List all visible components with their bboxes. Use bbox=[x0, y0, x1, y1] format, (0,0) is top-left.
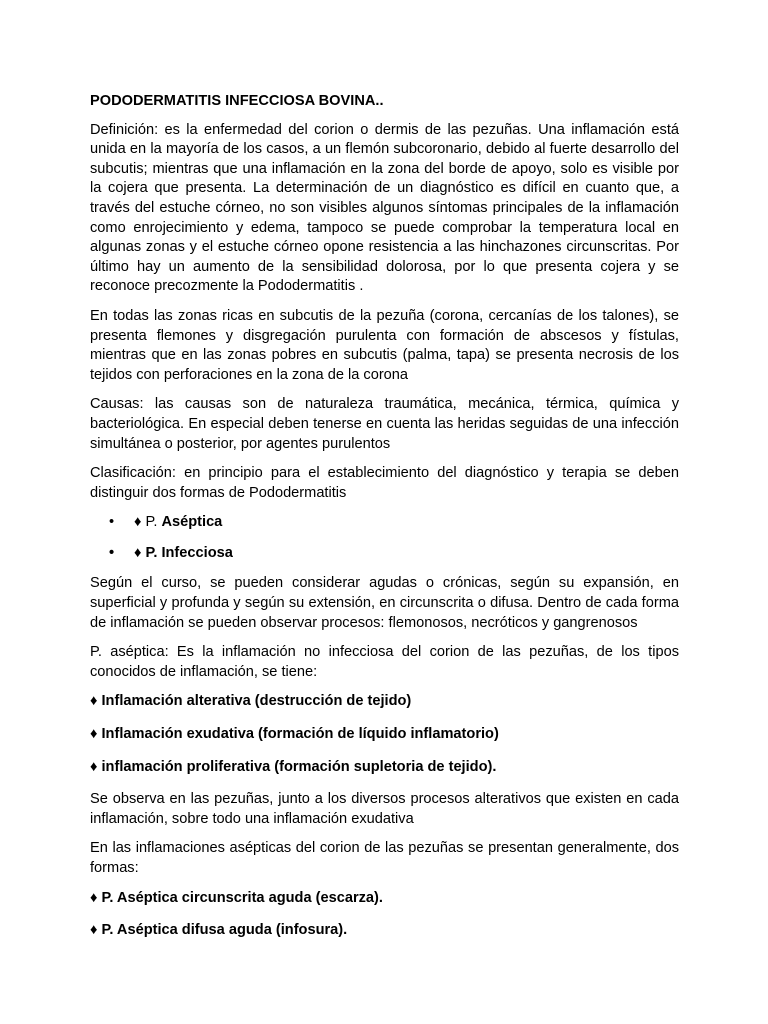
paragraph-curso: Según el curso, se pueden considerar agudas o crónicas, según su expansión, en superficial y profunda y según su extensión, en circunscrita o difusa. Dentro de cada forma de inflamación se pueden observar procesos: flemonosos, necróticos y gangrenosos bbox=[90, 575, 679, 631]
item-inflamacion-exudativa: ♦ Inflamación exudativa (formación de líquido inflamatorio) bbox=[90, 726, 499, 743]
paragraph-formas: En las inflamaciones asépticas del corion de las pezuñas se presentan generalmente, dos formas: bbox=[90, 840, 679, 876]
list-item-prefix: ♦ P. bbox=[134, 514, 162, 531]
classification-list bbox=[90, 513, 679, 563]
item-aseptica-difusa: ♦ P. Aséptica difusa aguda (infosura). bbox=[90, 922, 348, 939]
item-inflamacion-alterativa: ♦ Inflamación alterativa (destrucción de tejido) bbox=[90, 693, 412, 710]
paragraph-causas: Causas: las causas son de naturaleza traumática, mecánica, térmica, química y bacteriológica. En especial deben tenerse en cuenta las heridas seguidas de una infección simultánea o posterior, por agentes purulentos bbox=[90, 396, 679, 452]
paragraph-clasificacion: Clasificación: en principio para el establecimiento del diagnóstico y terapia se deben distinguir dos formas de Pododermatitis bbox=[90, 465, 679, 501]
paragraph-definicion: Definición: es la enfermedad del corion o dermis de las pezuñas. Una inflamación está unida en la mayoría de los casos, a un flemón subcoronario, debido al fuerte desarrollo del subcutis; mientras que una inflamación en la zona del borde de apoyo, solo es visible por la cojera que presenta. La determinación de un diagnóstico es difícil en cuanto que, a través del estuche córneo, no son visibles algunos síntomas principales de la inflamación como enrojecimiento y edema, tampoco se puede comprobar la temperatura local en algunas zonas y el estuche córneo opone resistencia a las hinchazones circunscritas. Por último hay un aumento de la sensibilidad dolorosa, por lo que presenta cojera y se reconoce precozmente la Pododermatitis . bbox=[90, 121, 679, 295]
list-item-bold-label: Aséptica bbox=[161, 514, 223, 531]
document-page bbox=[90, 92, 679, 954]
paragraph-zonas: En todas las zonas ricas en subcutis de la pezuña (corona, cercanías de los talones), se presenta flemones y disgregación purulenta con formación de abscesos y fístulas, mientras que en las zonas pobres en subcutis (palma, tapa) se presenta necrosis de los tejidos con perforaciones en la zona de la corona bbox=[90, 307, 679, 383]
list-item-aseptica bbox=[90, 513, 679, 533]
paragraph-observa: Se observa en las pezuñas, junto a los diversos procesos alterativos que existen en cada inflamación, sobre todo una inflamación exudativa bbox=[90, 791, 679, 827]
item-aseptica-circunscrita: ♦ P. Aséptica circunscrita aguda (escarza). bbox=[90, 889, 383, 906]
item-inflamacion-proliferativa: ♦ inflamación proliferativa (formación supletoria de tejido). bbox=[90, 758, 497, 775]
paragraph-aseptica: P. aséptica: Es la inflamación no infecciosa del corion de las pezuñas, de los tipos conocidos de inflamación, se tiene: bbox=[90, 644, 679, 680]
list-item-infecciosa: • ♦ P. Infecciosa bbox=[90, 544, 679, 564]
document-title: PODODERMATITIS INFECCIOSA BOVINA.. bbox=[90, 93, 384, 109]
